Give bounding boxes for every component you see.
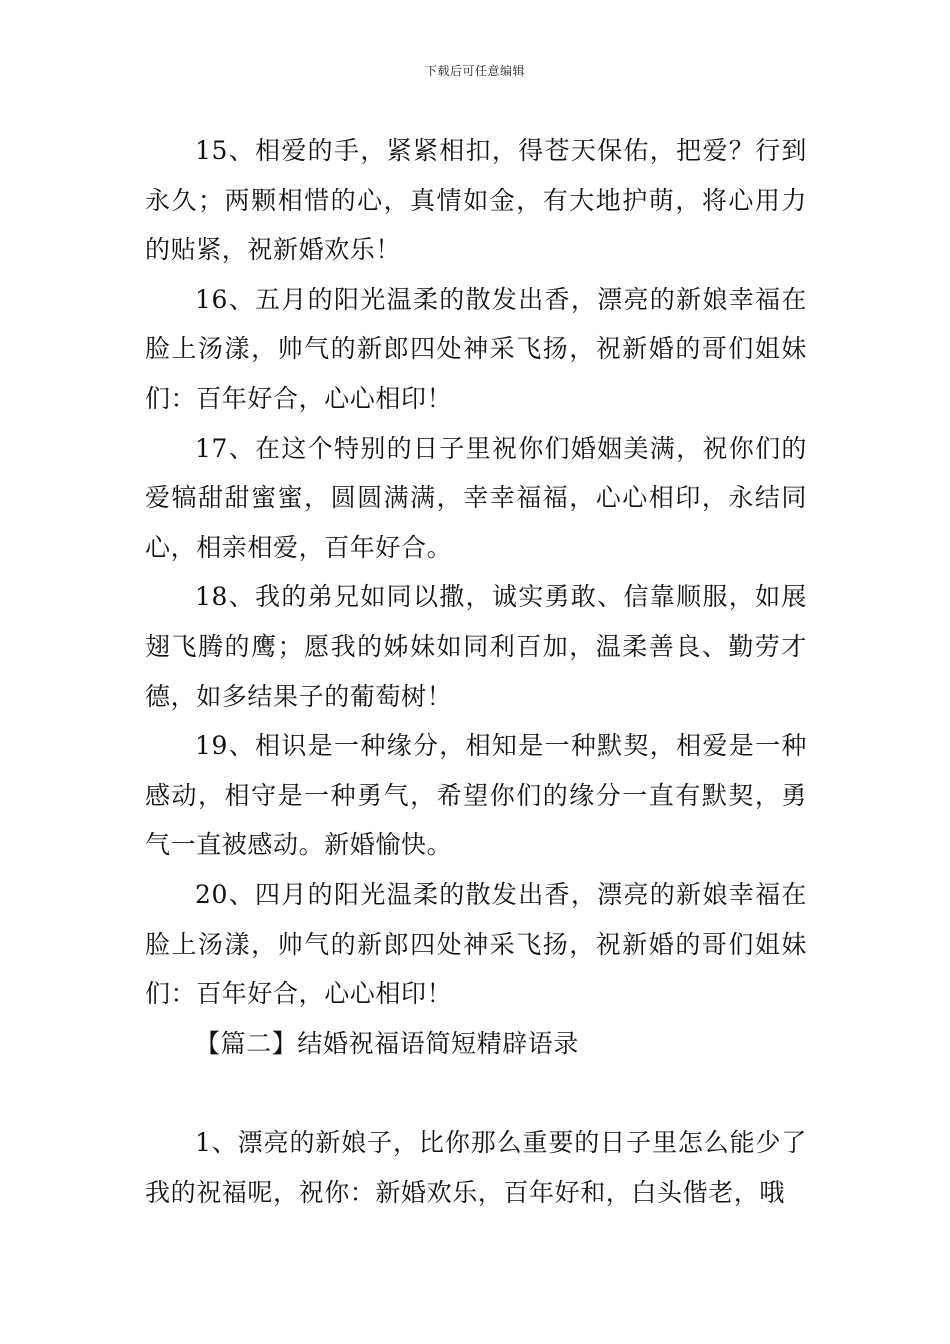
paragraph-18: 18、我的弟兄如同以撒，诚实勇敢、信靠顺服，如展翅飞腾的鹰；愿我的姊妹如同利百加，温柔善良、勤劳才德，如多结果子的葡萄树！ xyxy=(145,582,807,711)
document-body xyxy=(145,126,807,1217)
paragraph-17: 17、在这个特别的日子里祝你们婚姻美满，祝你们的爱犒甜甜蜜蜜，圆圆满满，幸幸福福，心心相印，永结同心，相亲相爱，百年好合。 xyxy=(145,433,807,562)
page-header: 下载后可任意编辑 xyxy=(424,64,525,78)
section-paragraph-1: 1、漂亮的新娘子，比你那么重要的日子里怎么能少了我的祝福呢，祝你：新婚欢乐，百年好和，白头偕老，哦 xyxy=(145,1128,807,1207)
section-title: 【篇二】结婚祝福语简短精辟语录 xyxy=(195,1028,580,1058)
paragraph-19: 19、相识是一种缘分，相知是一种默契，相爱是一种感动，相守是一种勇气，希望你们的缘分一直有默契，勇气一直被感动。新婚愉快。 xyxy=(145,731,807,860)
paragraph-15: 15、相爱的手，紧紧相扣，得苍天保佑，把爱？行到永久；两颗相惜的心，真情如金，有大地护萌，将心用力的贴紧，祝新婚欢乐！ xyxy=(145,136,807,265)
paragraph-16: 16、五月的阳光温柔的散发出香，漂亮的新娘幸福在脸上汤漾，帅气的新郎四处神采飞扬，祝新婚的哥们姐妹们：百年好合，心心相印！ xyxy=(145,284,807,413)
paragraph-20: 20、四月的阳光温柔的散发出香，漂亮的新娘幸福在脸上汤漾，帅气的新郎四处神采飞扬，祝新婚的哥们姐妹们：百年好合，心心相印！ xyxy=(145,879,807,1009)
